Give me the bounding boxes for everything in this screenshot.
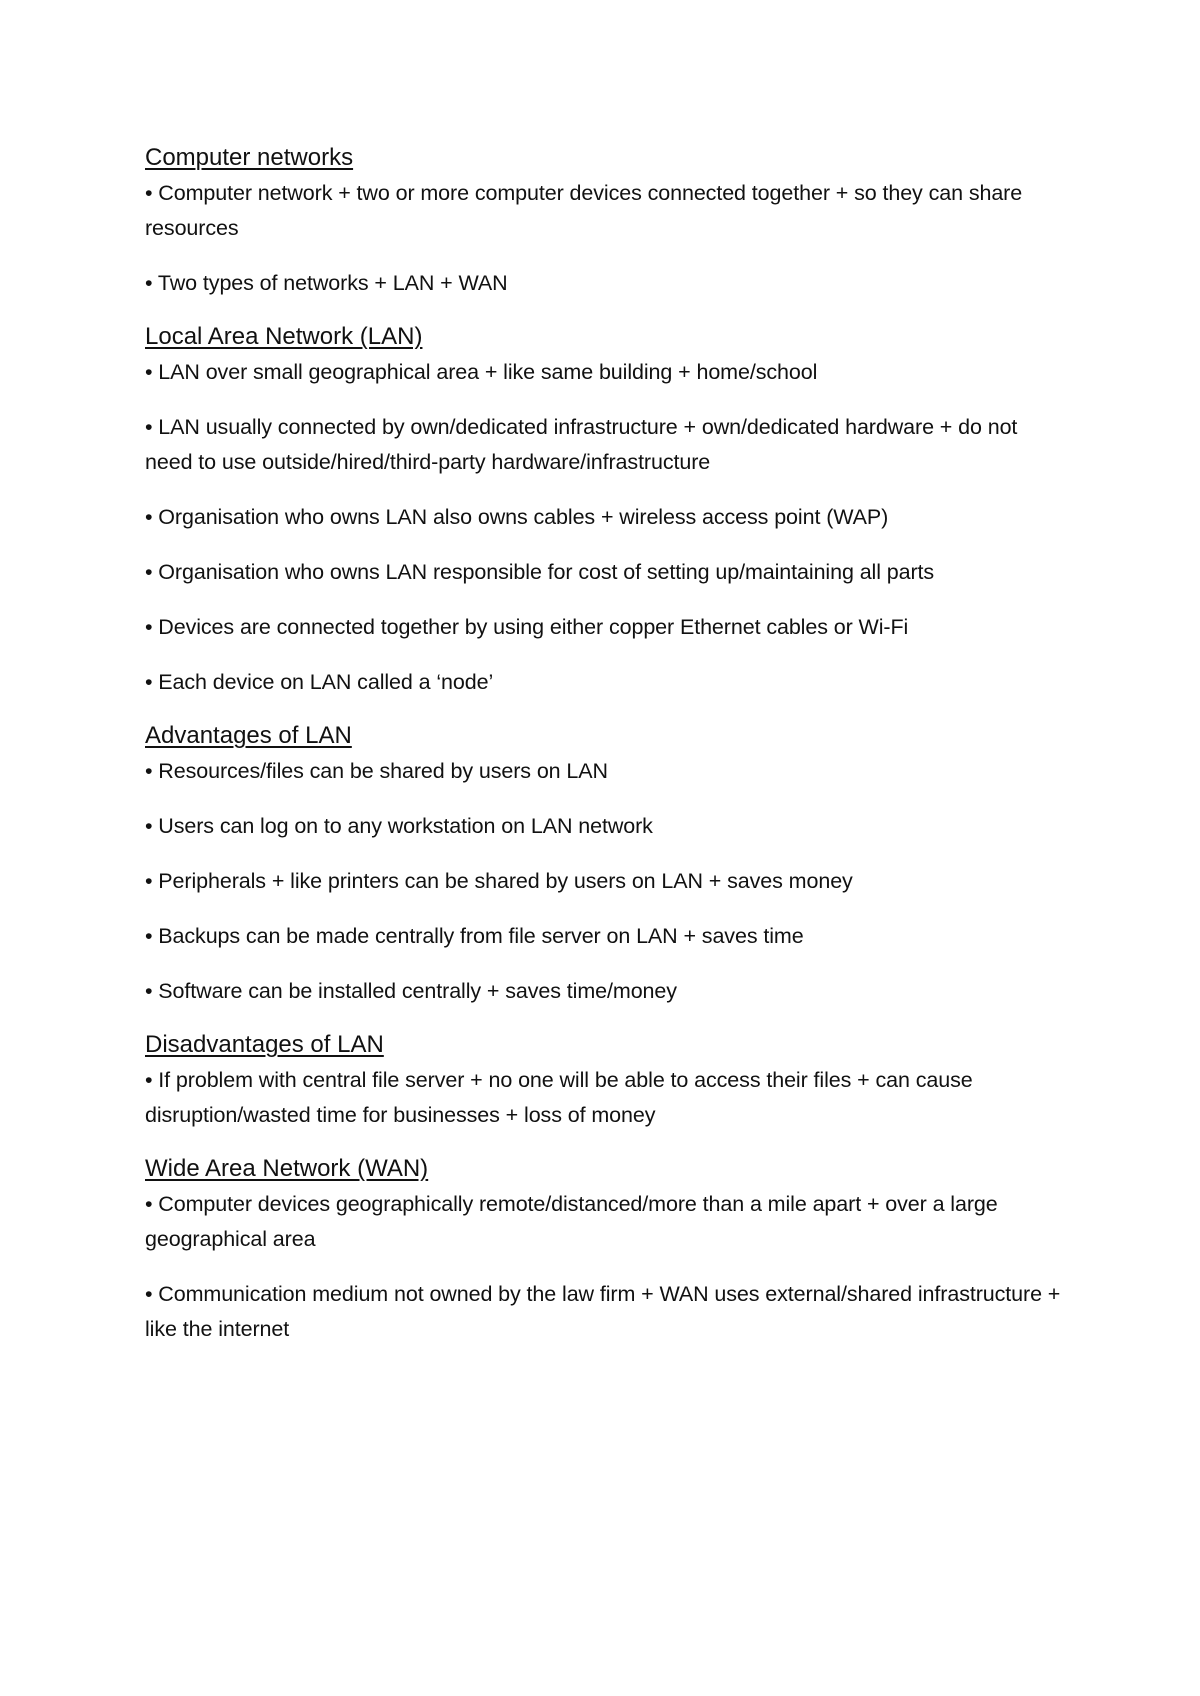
section-lan <box>145 319 1065 700</box>
section-disadvantages-of-lan <box>145 1027 1065 1133</box>
bullet-paragraph: • Software can be installed centrally + saves time/money <box>145 979 677 1003</box>
section-wan <box>145 1151 1065 1347</box>
document-page <box>145 140 1065 1365</box>
section-heading: Wide Area Network (WAN) <box>145 1155 429 1182</box>
bullet-paragraph: • Devices are connected together by using either copper Ethernet cables or Wi-Fi <box>145 615 909 639</box>
section-heading: Local Area Network (LAN) <box>145 323 423 350</box>
section-heading: Computer networks <box>145 144 354 171</box>
bullet-paragraph: • Communication medium not owned by the law firm + WAN uses external/shared infrastructure + like the internet <box>145 1282 1061 1341</box>
bullet-paragraph: • Two types of networks + LAN + WAN <box>145 271 508 295</box>
bullet-paragraph: • LAN usually connected by own/dedicated infrastructure + own/dedicated hardware + do not need to use outside/hired/third-party hardware/infrastructure <box>145 415 1018 474</box>
bullet-paragraph: • Computer network + two or more computer devices connected together + so they can share resources <box>145 181 1023 240</box>
bullet-paragraph: • Computer devices geographically remote/distanced/more than a mile apart + over a large geographical area <box>145 1192 998 1251</box>
bullet-paragraph: • Peripherals + like printers can be shared by users on LAN + saves money <box>145 869 853 893</box>
bullet-paragraph: • Resources/files can be shared by users on LAN <box>145 759 608 783</box>
bullet-paragraph: • Backups can be made centrally from file server on LAN + saves time <box>145 924 804 948</box>
bullet-paragraph: • Organisation who owns LAN responsible for cost of setting up/maintaining all parts <box>145 560 935 584</box>
bullet-paragraph: • Organisation who owns LAN also owns cables + wireless access point (WAP) <box>145 505 889 529</box>
bullet-paragraph: • Each device on LAN called a ‘node’ <box>145 670 494 694</box>
section-heading: Advantages of LAN <box>145 722 352 749</box>
bullet-paragraph: • Users can log on to any workstation on LAN network <box>145 814 653 838</box>
section-advantages-of-lan <box>145 718 1065 1009</box>
section-computer-networks <box>145 140 1065 301</box>
section-heading: Disadvantages of LAN <box>145 1031 384 1058</box>
bullet-paragraph: • If problem with central file server + no one will be able to access their files + can cause disruption/wasted time for businesses + loss of money <box>145 1068 973 1127</box>
bullet-paragraph: • LAN over small geographical area + like same building + home/school <box>145 360 818 384</box>
